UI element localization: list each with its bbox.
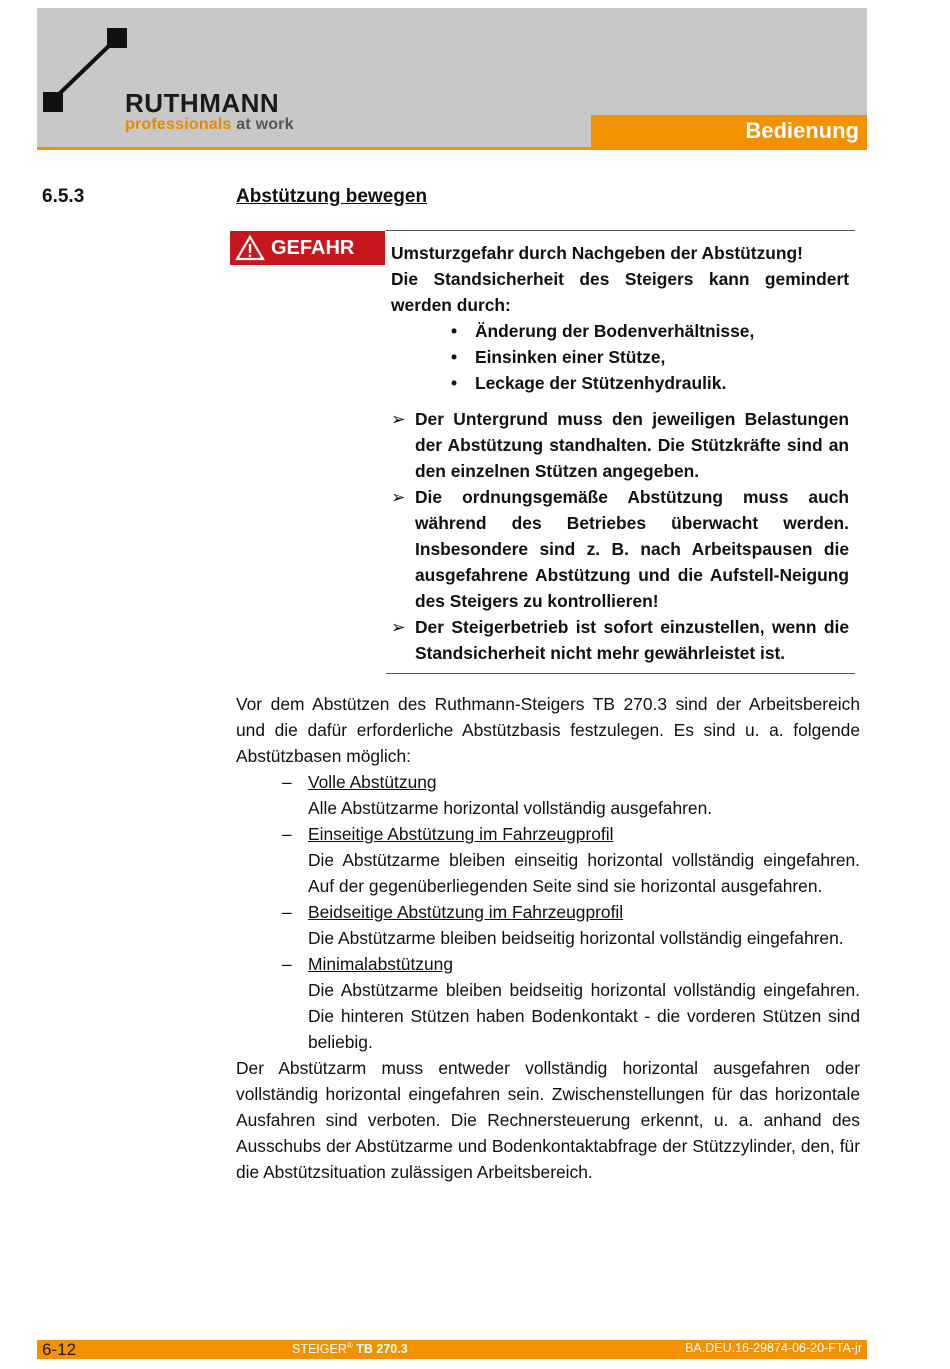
arrow-icon: ➢ [391, 409, 406, 429]
option-text: Die Abstützarme bleiben beidseitig horizontal vollständig eingefahren. Die hinteren Stützen haben Bodenkontakt - die vorderen Stützen sind beliebig. [308, 980, 860, 1052]
list-item: – Volle Abstützung Alle Abstützarme horizontal vollständig ausgefahren. [282, 769, 860, 821]
option-text: Alle Abstützarme horizontal vollständig ausgefahren. [308, 798, 713, 818]
warning-intro: Die Standsicherheit des Steigers kann gemindert werden durch: [391, 269, 849, 315]
warning-triangle-icon [235, 235, 265, 261]
warning-content [391, 240, 849, 666]
list-item: – Beidseitige Abstützung im Fahrzeugprofil Die Abstützarme bleiben beidseitig horizontal vollständig eingefahren. [282, 899, 860, 951]
list-item: – Einseitige Abstützung im Fahrzeugprofil Die Abstützarme bleiben einseitig horizontal vollständig eingefahren. Auf der gegenüberliegenden Seite sind sie horizontal ausgefahren. [282, 821, 860, 899]
option-title: Volle Abstützung [308, 772, 437, 792]
danger-label [230, 231, 385, 265]
section-title: Abstützung bewegen [236, 186, 428, 207]
option-text: Die Abstützarme bleiben einseitig horizontal vollständig eingefahren. Auf der gegenüberliegenden Seite sind sie horizontal ausgefahren. [308, 850, 860, 896]
warning-heading: Umsturzgefahr durch Nachgeben der Abstützung! [391, 243, 803, 263]
list-item: ➢ Der Steigerbetrieb ist sofort einzustellen, wenn die Standsicherheit nicht mehr gewährleistet ist. [391, 614, 849, 666]
warning-top-divider [386, 230, 855, 231]
body-content [236, 691, 860, 1185]
list-item: • Leckage der Stützenhydraulik. [451, 370, 849, 396]
footer-product: STEIGER® TB 270.3 [292, 1341, 408, 1357]
list-item: – Minimalabstützung Die Abstützarme bleiben beidseitig horizontal vollständig eingefahren. Die hinteren Stützen haben Bodenkontakt - die vorderen Stützen sind beliebig. [282, 951, 860, 1055]
arrow-icon: ➢ [391, 617, 406, 637]
ruthmann-logo-icon [37, 26, 137, 116]
body-closing: Der Abstützarm muss entweder vollständig horizontal ausgefahren oder vollständig horizontal eingefahren sein. Zwischenstellungen für das horizontale Ausfahren sind verboten. Die Rechnersteuerung erkennt, u. a. anhand des Ausschubs der Abstützarme und Bodenkontaktabfrage der Stützzylinder, den, für die Abstützsituation zulässigen Arbeitsbereich. [236, 1058, 860, 1182]
option-title: Beidseitige Abstützung im Fahrzeugprofil [308, 902, 624, 922]
list-item: ➢ Der Untergrund muss den jeweiligen Belastungen der Abstützung standhalten. Die Stützkräfte sind an den einzelnen Stützen angegeben. [391, 406, 849, 484]
warning-bottom-divider [386, 673, 855, 674]
option-title: Einseitige Abstützung im Fahrzeugprofil [308, 824, 614, 844]
danger-label-text: GEFAHR [271, 236, 355, 259]
brand-name: RUTHMANN [125, 88, 280, 118]
support-options-list [236, 769, 860, 1055]
brand-tagline: professionals at work [125, 116, 294, 133]
page-number: 6-12 [42, 1340, 77, 1359]
arrow-icon: ➢ [391, 487, 406, 507]
warning-instruction-list [391, 406, 849, 666]
section-tab: Bedienung [591, 115, 867, 150]
warning-cause-list [391, 318, 849, 396]
list-item: ➢ Die ordnungsgemäße Abstützung muss auch während des Betriebes überwacht werden. Insbesondere sind z. B. nach Arbeitspausen die ausgefahrene Abstützung und die Aufstell-Neigung des Steigers zu kontrollieren! [391, 484, 849, 614]
body-intro: Vor dem Abstützen des Ruthmann-Steigers TB 270.3 sind der Arbeitsbereich und die dafür erforderliche Abstützbasis festzulegen. Es sind u. a. folgende Abstützbasen möglich: [236, 694, 860, 766]
footer-doc-id: BA.DEU.16-29874-06-20-FTA-jr [685, 1341, 862, 1355]
option-text: Die Abstützarme bleiben beidseitig horizontal vollständig eingefahren. [308, 928, 844, 948]
section-number: 6.5.3 [42, 186, 85, 207]
list-item: • Einsinken einer Stütze, [451, 344, 849, 370]
list-item: • Änderung der Bodenverhältnisse, [451, 318, 849, 344]
option-title: Minimalabstützung [308, 954, 453, 974]
